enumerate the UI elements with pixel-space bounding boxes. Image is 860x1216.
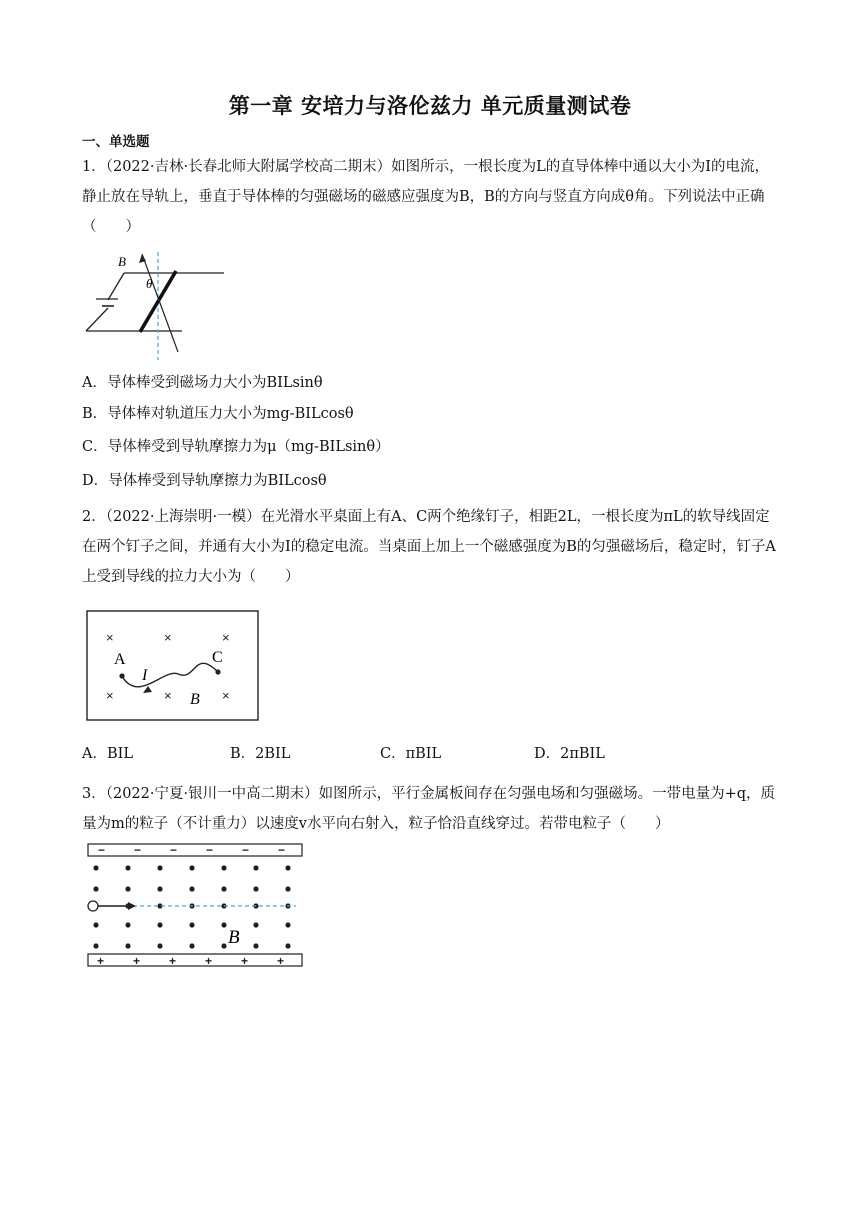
option-1-b: B．导体棒对轨道压力大小为mg-BILcosθ — [82, 406, 354, 422]
field-dot — [157, 943, 162, 948]
minus-sign: − — [278, 843, 286, 857]
minus-sign: − — [170, 843, 178, 857]
field-dot — [189, 886, 194, 891]
field-dot — [221, 922, 226, 927]
field-dot — [157, 865, 162, 870]
field-dot — [285, 865, 290, 870]
wire-upper — [108, 273, 124, 300]
plus-sign: + — [205, 954, 213, 968]
field-dot — [189, 943, 194, 948]
question-3 — [82, 779, 782, 839]
question-stem: （2022·上海崇明·一模）在光滑水平桌面上有A、C两个绝缘钉子，相距2L，一根长度为πL的软导线固定在两个钉子之间，并通有大小为I的稳定电流。当桌面上加上一个磁感强度为B的匀强磁场后，稳定时，钉子A上受到导线的拉力大小为（ ） — [82, 509, 776, 585]
label-field: B — [190, 691, 200, 708]
figure-wire-in-field — [86, 610, 260, 722]
cross-mark: × — [222, 630, 230, 645]
plus-sign: + — [277, 954, 285, 968]
field-dot — [157, 886, 162, 891]
field-dot — [253, 943, 258, 948]
question-stem: （2022·宁夏·银川一中高二期末）如图所示，平行金属板间存在匀强电场和匀强磁场。一带电量为+q，质量为m的粒子（不计重力）以速度v水平向右射入，粒子恰沿直线穿过。若带电粒子（ ） — [82, 786, 776, 832]
current-arrow-icon — [143, 686, 152, 693]
minus-sign: − — [242, 843, 250, 857]
wire-lower — [86, 308, 108, 331]
field-dot — [253, 865, 258, 870]
plus-sign: + — [133, 954, 141, 968]
question-2 — [82, 502, 782, 592]
field-direction-line — [142, 254, 178, 352]
cross-mark: × — [164, 630, 172, 645]
cross-mark: × — [164, 688, 172, 703]
field-dot — [221, 886, 226, 891]
option-1-d: D．导体棒受到导轨摩擦力为BILcosθ — [82, 473, 327, 489]
angle-label-theta: θ — [146, 276, 153, 291]
minus-sign: − — [206, 843, 214, 857]
field-dot — [125, 922, 130, 927]
cross-mark: × — [106, 688, 114, 703]
section-heading: 一、单选题 — [82, 134, 150, 150]
field-dot — [93, 922, 98, 927]
field-dot — [221, 865, 226, 870]
plus-sign: + — [97, 954, 105, 968]
plus-sign: + — [241, 954, 249, 968]
option-1-a: A．导体棒受到磁场力大小为BILsinθ — [82, 375, 323, 391]
field-boundary — [87, 611, 258, 720]
figure-velocity-selector — [84, 842, 306, 970]
cross-mark: × — [106, 630, 114, 645]
label-c: C — [212, 649, 223, 666]
positive-plate — [88, 954, 302, 966]
field-dot — [221, 943, 226, 948]
option-2-b: B．2BIL — [230, 746, 291, 762]
field-dot — [189, 865, 194, 870]
field-dot — [253, 922, 258, 927]
option-1-c: C．导体棒受到导轨摩擦力为μ（mg-BILsinθ） — [82, 439, 390, 455]
label-a: A — [114, 651, 126, 668]
velocity-arrow-icon — [128, 902, 136, 910]
field-dot — [125, 943, 130, 948]
option-2-d: D．2πBIL — [534, 746, 605, 762]
field-dot — [157, 922, 162, 927]
figure-rail-conductor — [82, 252, 232, 362]
field-dot — [285, 943, 290, 948]
plus-sign: + — [169, 954, 177, 968]
options-row-2 — [82, 742, 782, 764]
question-stem: （2022·吉林·长春北师大附属学校高二期末）如图所示，一根长度为L的直导体棒中通以大小为I的电流，静止放在导轨上，垂直于导体棒的匀强磁场的磁感应强度为B，B的方向与竖直方向成θ角。下列说法中正确（ ） — [82, 159, 769, 235]
minus-sign: − — [134, 843, 142, 857]
question-number: 3． — [82, 786, 106, 802]
label-field: B — [228, 927, 240, 948]
nail-a — [119, 673, 124, 678]
field-dot — [93, 943, 98, 948]
field-dot — [93, 865, 98, 870]
field-dot — [253, 886, 258, 891]
minus-sign: − — [98, 843, 106, 857]
field-dot — [125, 865, 130, 870]
question-number: 1． — [82, 159, 106, 175]
label-current: I — [142, 667, 148, 684]
field-dot — [285, 922, 290, 927]
option-2-c: C．πBIL — [380, 746, 442, 762]
particle — [88, 901, 98, 911]
negative-plate — [88, 844, 302, 856]
field-dot — [125, 886, 130, 891]
option-2-a: A．BIL — [82, 746, 133, 762]
question-number: 2． — [82, 509, 106, 525]
soft-wire — [122, 663, 218, 687]
field-dot — [189, 922, 194, 927]
field-dot — [285, 886, 290, 891]
field-dot — [93, 886, 98, 891]
field-label-b: B — [118, 254, 126, 269]
question-1 — [82, 152, 782, 242]
page-title: 第一章 安培力与洛伦兹力 单元质量测试卷 — [228, 94, 632, 118]
cross-mark: × — [222, 688, 230, 703]
nail-c — [215, 669, 220, 674]
